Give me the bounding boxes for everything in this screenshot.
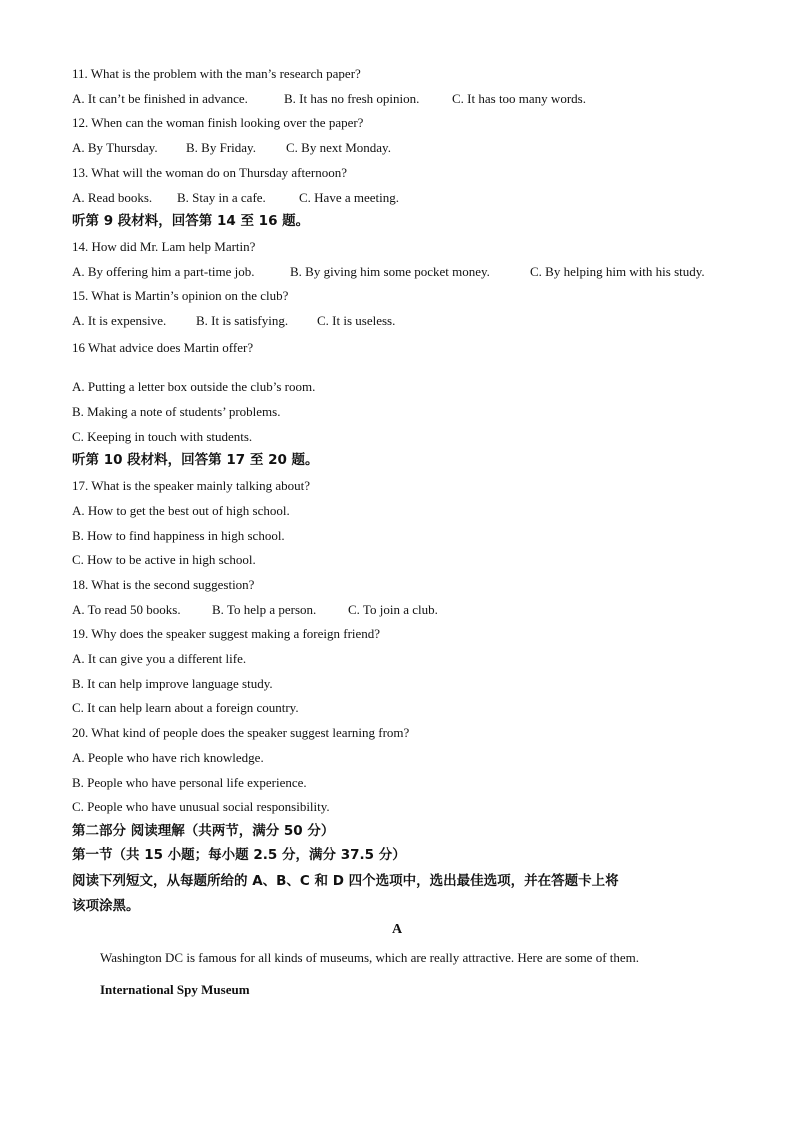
q19-option-b: B. It can help improve language study. [72, 676, 273, 691]
q19-stem: 19. Why does the speaker suggest making a foreign friend? [72, 626, 381, 641]
q11-stem: 11. What is the problem with the man’s research paper? [72, 66, 361, 81]
passage-intro: Washington DC is famous for all kinds of museums, which are really attractive. Here are some of them. [100, 950, 640, 965]
section-heading-10: 听第 10 段材料，回答第 17 至 20 题。 [72, 452, 319, 468]
q12-option-b: B. By Friday. [186, 140, 256, 155]
q20-stem: 20. What kind of people does the speaker suggest learning from? [72, 725, 410, 740]
q14-option-a: A. By offering him a part-time job. [72, 264, 255, 279]
instructions-line-1: 阅读下列短文，从每题所给的 A、B、C 和 D 四个选项中，选出最佳选项，并在答题卡上将 [72, 873, 619, 889]
q12-options [72, 140, 391, 156]
q13-stem: 13. What will the woman do on Thursday afternoon? [72, 165, 347, 180]
q16-option-a: A. Putting a letter box outside the club’s room. [72, 379, 316, 394]
q15-stem: 15. What is Martin’s opinion on the club? [72, 288, 289, 303]
q11-option-b: B. It has no fresh opinion. [284, 91, 420, 106]
q18-stem: 18. What is the second suggestion? [72, 577, 255, 592]
q13-option-b: B. Stay in a cafe. [177, 190, 266, 205]
q19-option-a: A. It can give you a different life. [72, 651, 247, 666]
q18-option-b: B. To help a person. [212, 602, 317, 617]
q17-option-a: A. How to get the best out of high school. [72, 503, 290, 518]
q15-options [72, 313, 395, 329]
q17-option-b: B. How to find happiness in high school. [72, 528, 285, 543]
q16-stem: 16 What advice does Martin offer? [72, 340, 254, 355]
passage-heading: A [391, 922, 403, 937]
q19-option-c: C. It can help learn about a foreign country. [72, 700, 299, 715]
q17-stem: 17. What is the speaker mainly talking about? [72, 478, 311, 493]
q17-option-c: C. How to be active in high school. [72, 552, 256, 567]
q11-option-c: C. It has too many words. [452, 91, 586, 106]
instructions-line-2: 该项涂黑。 [72, 898, 140, 914]
q13-options [72, 190, 399, 206]
q11-option-a: A. It can’t be finished in advance. [72, 91, 248, 106]
section-one-heading: 第一节（共 15 小题；每小题 2.5 分，满分 37.5 分） [72, 847, 406, 863]
q15-option-a: A. It is expensive. [72, 313, 167, 328]
q18-options [72, 602, 438, 618]
q20-option-b: B. People who have personal life experience. [72, 775, 307, 790]
q15-option-c: C. It is useless. [317, 313, 396, 328]
q14-stem: 14. How did Mr. Lam help Martin? [72, 239, 256, 254]
q18-option-a: A. To read 50 books. [72, 602, 181, 617]
q13-option-c: C. Have a meeting. [299, 190, 399, 205]
section-heading-9: 听第 9 段材料，回答第 14 至 16 题。 [72, 213, 310, 229]
q12-option-a: A. By Thursday. [72, 140, 158, 155]
passage-subheading: International Spy Museum [100, 982, 250, 997]
q14-option-c: C. By helping him with his study. [530, 264, 705, 279]
q14-options [72, 264, 705, 280]
q16-option-c: C. Keeping in touch with students. [72, 429, 253, 444]
q15-option-b: B. It is satisfying. [196, 313, 289, 328]
q13-option-a: A. Read books. [72, 190, 153, 205]
q20-option-a: A. People who have rich knowledge. [72, 750, 264, 765]
q18-option-c: C. To join a club. [348, 602, 438, 617]
part-two-heading: 第二部分 阅读理解（共两节，满分 50 分） [72, 823, 335, 839]
q11-options [72, 91, 586, 107]
q16-option-b: B. Making a note of students’ problems. [72, 404, 281, 419]
q12-stem: 12. When can the woman finish looking over the paper? [72, 115, 364, 130]
q20-option-c: C. People who have unusual social responsibility. [72, 799, 330, 814]
q12-option-c: C. By next Monday. [286, 140, 391, 155]
q14-option-b: B. By giving him some pocket money. [290, 264, 490, 279]
